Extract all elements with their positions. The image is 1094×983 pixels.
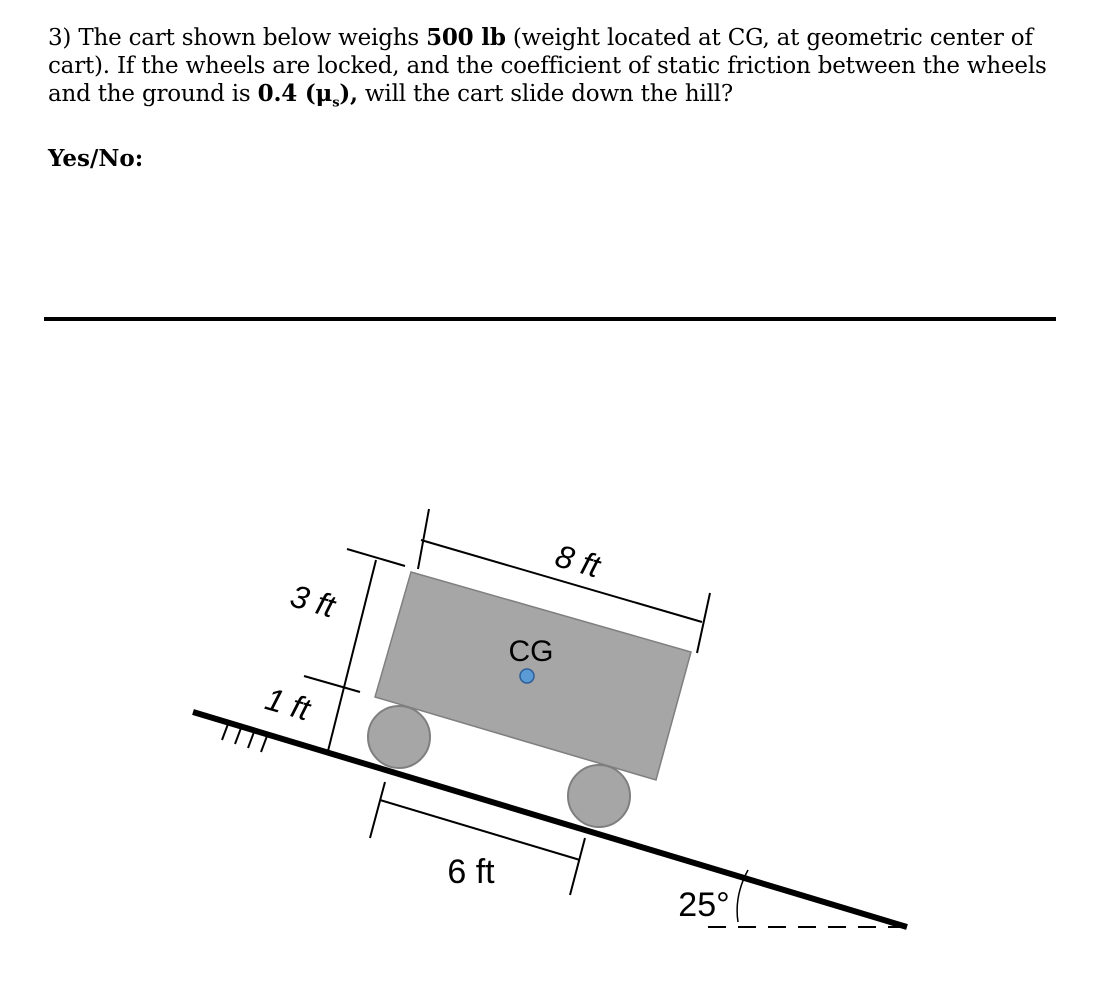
- question-text-part-2: (weight located at CG, at geometric center of cart). If the wheels are locked, and the coefficient of static friction between the wheels and the ground is: [48, 25, 1047, 107]
- front-wheel: [568, 765, 630, 827]
- wheelbase-dimension-label: 6 ft: [447, 853, 495, 891]
- cg-label: CG: [508, 635, 554, 668]
- rear-wheel: [368, 706, 430, 768]
- angle-label: 25°: [678, 886, 730, 924]
- clearance-dimension-label: 1 ft: [261, 680, 315, 728]
- question-text-part-1: The cart shown below weighs: [71, 25, 427, 51]
- height-dimension-label: 3 ft: [286, 577, 340, 625]
- cg-dot: [520, 669, 534, 683]
- mu-value: 0.4 (μ: [257, 80, 333, 107]
- question-number: 3): [48, 25, 72, 51]
- cart-weight: 500 lb: [426, 24, 506, 51]
- mu-subscript: s: [332, 95, 340, 111]
- answer-label: Yes/No:: [48, 145, 144, 172]
- mu-close: ),: [339, 80, 358, 107]
- length-dimension-label: 8 ft: [551, 537, 605, 585]
- question-text-part-3: will the cart slide down the hill?: [357, 81, 734, 107]
